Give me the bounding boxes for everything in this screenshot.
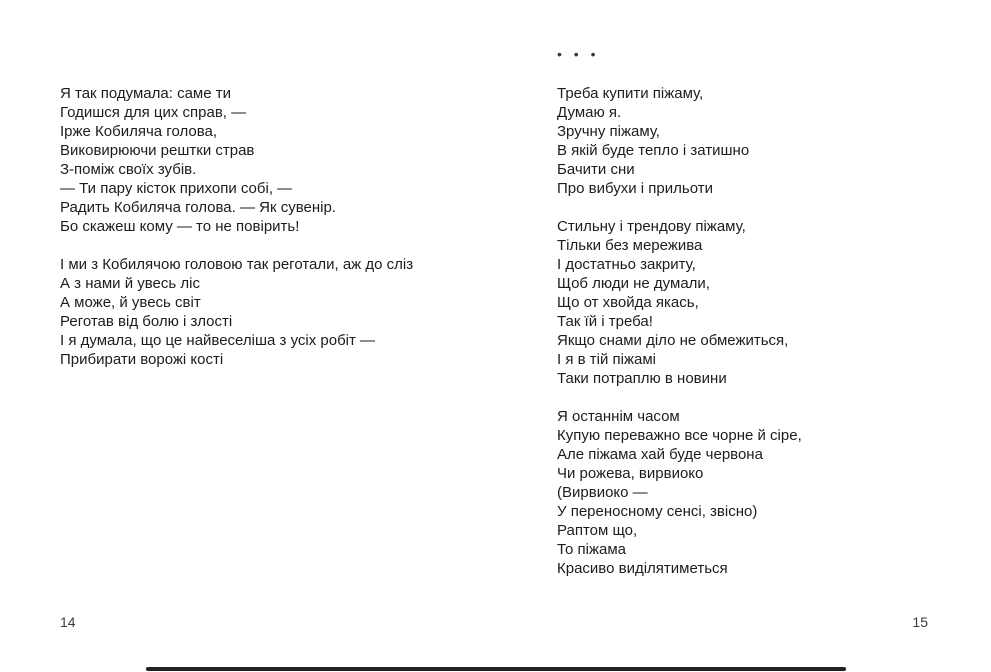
poem-line: І достатньо закриту, xyxy=(557,256,696,273)
reader-progress-bar[interactable] xyxy=(146,667,846,671)
poem-line: Бо скажеш кому — то не повірить! xyxy=(60,218,300,235)
page-right xyxy=(495,0,991,672)
poem-line: Ірже Кобиляча голова, xyxy=(60,123,218,140)
poem-line: Стильну і трендову піжаму, xyxy=(557,218,746,235)
poem-line: Тільки без мережива xyxy=(557,237,703,254)
poem-line: Раптом що, xyxy=(557,522,638,539)
poem-line: Таки потраплю в новини xyxy=(557,370,727,387)
poem-line: Зручну піжаму, xyxy=(557,123,660,140)
poem-line: З-поміж своїх зубів. xyxy=(60,161,197,178)
poem-line: Годишся для цих справ, — xyxy=(60,104,247,121)
poem-line: (Вирвиоко — xyxy=(557,484,648,501)
poem-line: А може, й увесь світ xyxy=(60,294,201,311)
poem-line: Але піжама хай буде червона xyxy=(557,446,763,463)
poem-line: І ми з Кобилячою головою так реготали, аж до сліз xyxy=(60,256,414,273)
poem-separator-dots: • • • xyxy=(557,46,600,62)
poem-line: — Ти пару кісток прихопи собі, — xyxy=(60,180,293,197)
poem-line: То піжама xyxy=(557,541,626,558)
poem-line: Радить Кобиляча голова. — Як сувенір. xyxy=(60,199,336,216)
poem-line: Щоб люди не думали, xyxy=(557,275,710,292)
poem-line: Треба купити піжаму, xyxy=(557,85,704,102)
poem-line: Я так подумала: саме ти xyxy=(60,85,231,102)
poem-left xyxy=(60,84,413,388)
stanza xyxy=(60,255,413,369)
poem-line: Так їй і треба! xyxy=(557,313,653,330)
poem-line: І я думала, що це найвеселіша з усіх робіт — xyxy=(60,332,376,349)
poem-line: Про вибухи і прильоти xyxy=(557,180,713,197)
poem-line: Я останнім часом xyxy=(557,408,680,425)
poem-line: У переносному сенсі, звісно) xyxy=(557,503,758,520)
stanza xyxy=(557,84,802,198)
poem-line: І я в тій піжамі xyxy=(557,351,656,368)
page-number-left: 14 xyxy=(60,614,76,630)
poem-line: Бачити сни xyxy=(557,161,635,178)
poem-line: Реготав від болю і злості xyxy=(60,313,233,330)
poem-line: В якій буде тепло і затишно xyxy=(557,142,750,159)
page-number-right: 15 xyxy=(912,614,928,630)
poem-line: Виковирюючи рештки страв xyxy=(60,142,255,159)
poem-line: А з нами й увесь ліс xyxy=(60,275,200,292)
poem-line: Купую переважно все чорне й сіре, xyxy=(557,427,802,444)
poem-line: Красиво виділятиметься xyxy=(557,560,728,577)
poem-line: Прибирати ворожі кості xyxy=(60,351,224,368)
poem-line: Що от хвойда якась, xyxy=(557,294,699,311)
poem-right xyxy=(557,84,802,597)
poem-line: Думаю я. xyxy=(557,104,622,121)
poem-line: Якщо снами діло не обмежиться, xyxy=(557,332,789,349)
stanza xyxy=(557,217,802,388)
stanza xyxy=(557,407,802,578)
stanza xyxy=(60,84,413,236)
poem-line: Чи рожева, вирвиоко xyxy=(557,465,704,482)
page-left xyxy=(0,0,495,672)
